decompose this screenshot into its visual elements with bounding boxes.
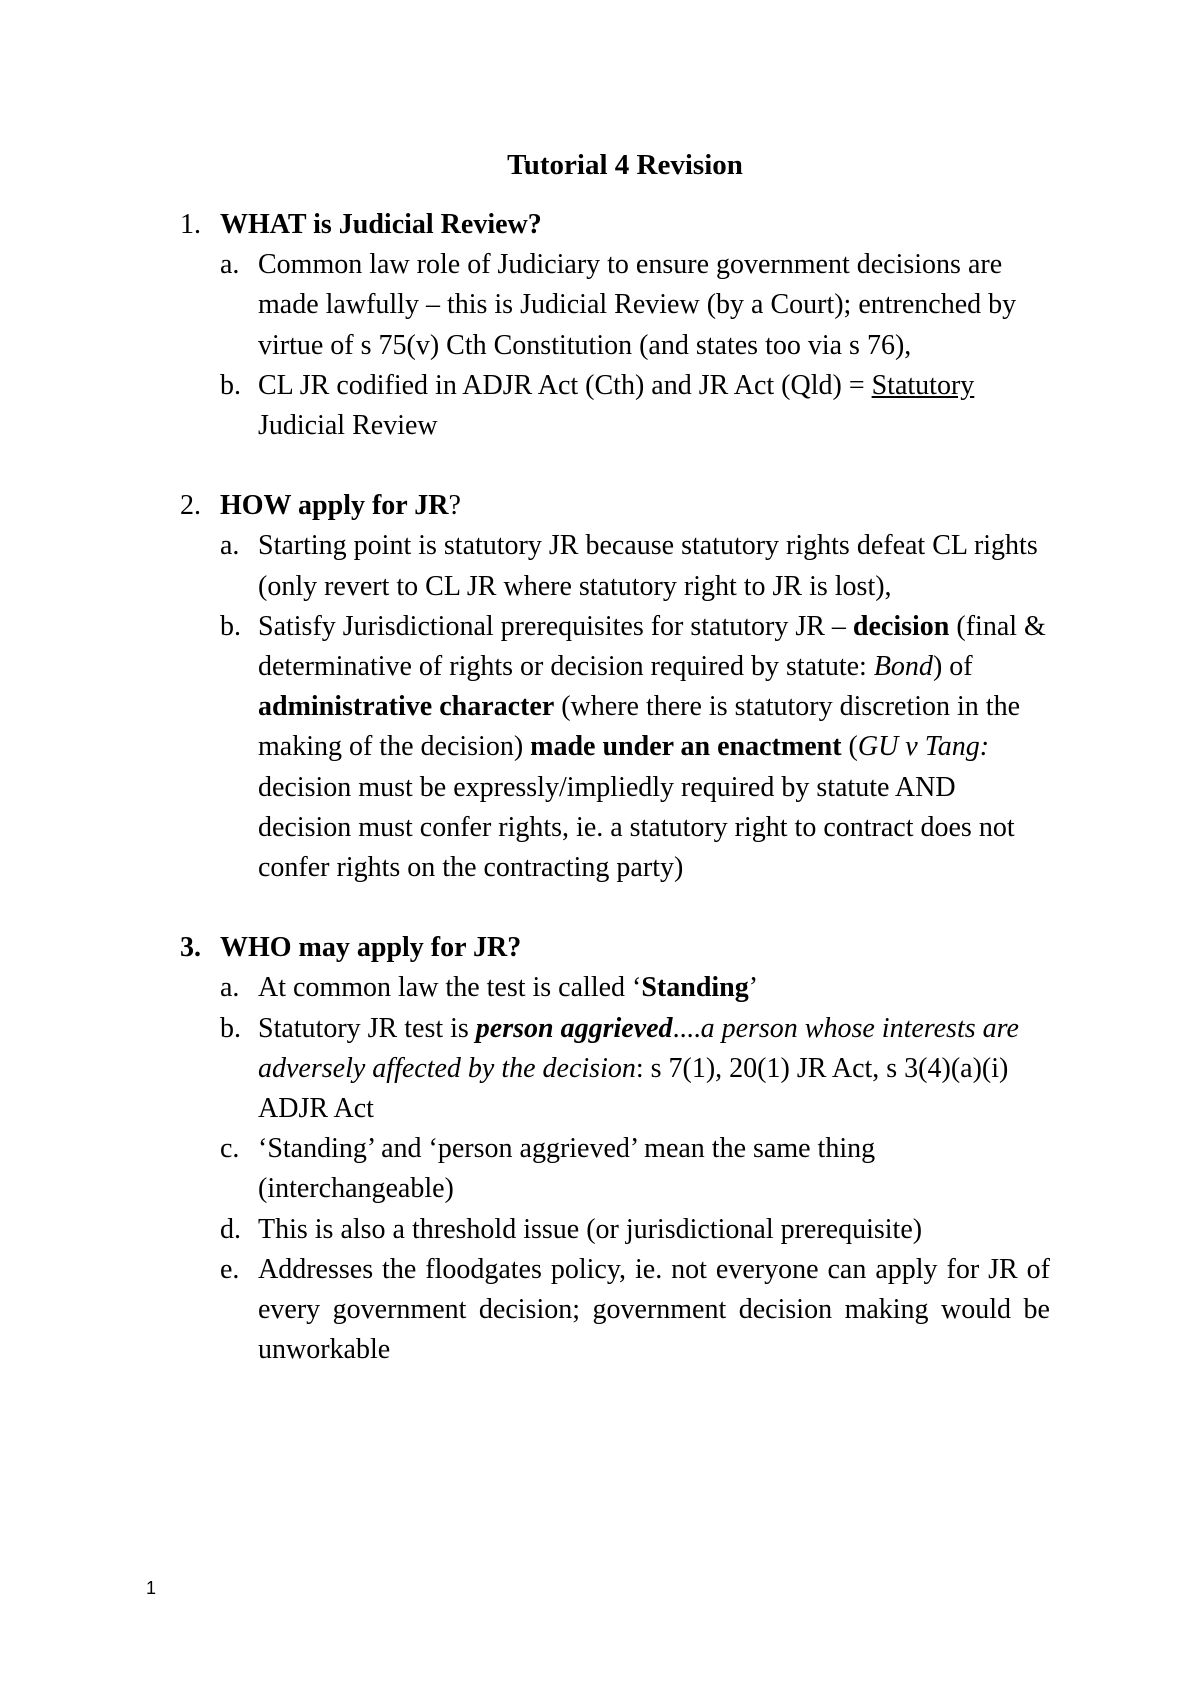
section-number: 2. bbox=[180, 490, 201, 522]
list-item bbox=[180, 1129, 1050, 1209]
list-item-label: e. bbox=[220, 1253, 240, 1285]
list-item-text: Starting point is statutory JR because statutory rights defeat CL rights (only revert to CL JR where statutory right to JR is lost), bbox=[258, 530, 1038, 602]
italic-definition: a person whose interests are adversely affected by the decision bbox=[258, 1012, 1019, 1084]
list-item-text: ’ bbox=[748, 972, 759, 1004]
list-item-text: .... bbox=[672, 1012, 701, 1044]
page-number: 1 bbox=[146, 1578, 157, 1598]
section-heading bbox=[180, 486, 1050, 526]
section-1 bbox=[180, 205, 1050, 446]
list-item-text: Addresses the floodgates policy, ie. not everyone can apply for JR of every government decision; government decision making would be unworkable bbox=[258, 1253, 1050, 1366]
list-item-label: a. bbox=[220, 249, 240, 281]
underlined-text: Statutory bbox=[871, 369, 975, 401]
bold-italic-term: person aggrieved bbox=[475, 1012, 673, 1044]
list-item bbox=[180, 245, 1050, 366]
section-heading bbox=[180, 205, 1050, 245]
list-item bbox=[180, 607, 1050, 888]
list-item-text: Statutory JR test is bbox=[258, 1012, 476, 1044]
list-item bbox=[180, 968, 1050, 1008]
section-heading-text: WHAT is Judicial Review? bbox=[220, 209, 542, 240]
section-heading bbox=[180, 928, 1050, 968]
section-3 bbox=[180, 928, 1050, 1370]
list-item-label: b. bbox=[220, 1012, 241, 1044]
case-name: Bond bbox=[873, 651, 933, 683]
list-item-label: d. bbox=[220, 1213, 241, 1245]
list-item-text: ‘Standing’ and ‘person aggrieved’ mean the same thing (interchangeable) bbox=[258, 1133, 876, 1205]
list-item-text: CL JR codified in ADJR Act (Cth) and JR Act (Qld) = bbox=[258, 369, 872, 401]
case-name: GU v Tang: bbox=[857, 731, 990, 763]
section-2 bbox=[180, 486, 1050, 888]
list-item-text: : s 7(1), 20(1) JR Act, s 3(4)(a)(i) ADJR Act bbox=[258, 1052, 1009, 1125]
bold-term: Standing bbox=[641, 972, 749, 1004]
list-item-text: Judicial Review bbox=[258, 410, 438, 442]
list-item-label: b. bbox=[220, 610, 241, 642]
list-item bbox=[180, 1250, 1050, 1371]
section-heading-text: WHO may apply for JR? bbox=[220, 932, 522, 964]
list-item-text: (final & determinative of rights or decision required by statute: bbox=[258, 610, 1046, 683]
list-item-label: a. bbox=[220, 972, 240, 1004]
section-heading-suffix: ? bbox=[448, 490, 461, 522]
list-item-text: decision must be expressly/impliedly required by statute AND decision must confer rights, ie. a statutory right to contract does not confer rights on the contracting party) bbox=[258, 771, 1015, 884]
list-item-text: (where there is statutory discretion in the making of the decision) bbox=[258, 691, 1020, 763]
list-item bbox=[180, 366, 1050, 446]
list-item-text: ) of bbox=[932, 651, 973, 683]
bold-term: made under an enactment bbox=[530, 731, 842, 763]
list-item-text: This is also a threshold issue (or jurisdictional prerequisite) bbox=[258, 1213, 923, 1245]
bold-term: administrative character bbox=[258, 691, 555, 723]
list-item-label: a. bbox=[220, 530, 240, 562]
section-number: 1. bbox=[180, 209, 201, 240]
list-item bbox=[180, 526, 1050, 606]
list-item-text: Common law role of Judiciary to ensure government decisions are made lawfully – this is Judicial Review (by a Court); entrenched by virtue of s 75(v) Cth Constitution (and states too via s 76), bbox=[258, 249, 1017, 361]
list-item-text: Satisfy Jurisdictional prerequisites for statutory JR – bbox=[258, 610, 853, 642]
list-item-text: ( bbox=[841, 731, 858, 763]
document-body bbox=[180, 205, 1050, 1370]
bold-term: decision bbox=[852, 610, 950, 642]
list-item-text: At common law the test is called ‘ bbox=[258, 972, 642, 1004]
list-item bbox=[180, 1009, 1050, 1130]
list-item-label: c. bbox=[220, 1133, 240, 1165]
page-title: Tutorial 4 Revision bbox=[507, 149, 743, 181]
list-item-label: b. bbox=[220, 369, 241, 401]
section-heading-text: HOW apply for JR bbox=[220, 490, 449, 522]
section-number: 3. bbox=[180, 932, 201, 964]
list-item bbox=[180, 1210, 1050, 1250]
